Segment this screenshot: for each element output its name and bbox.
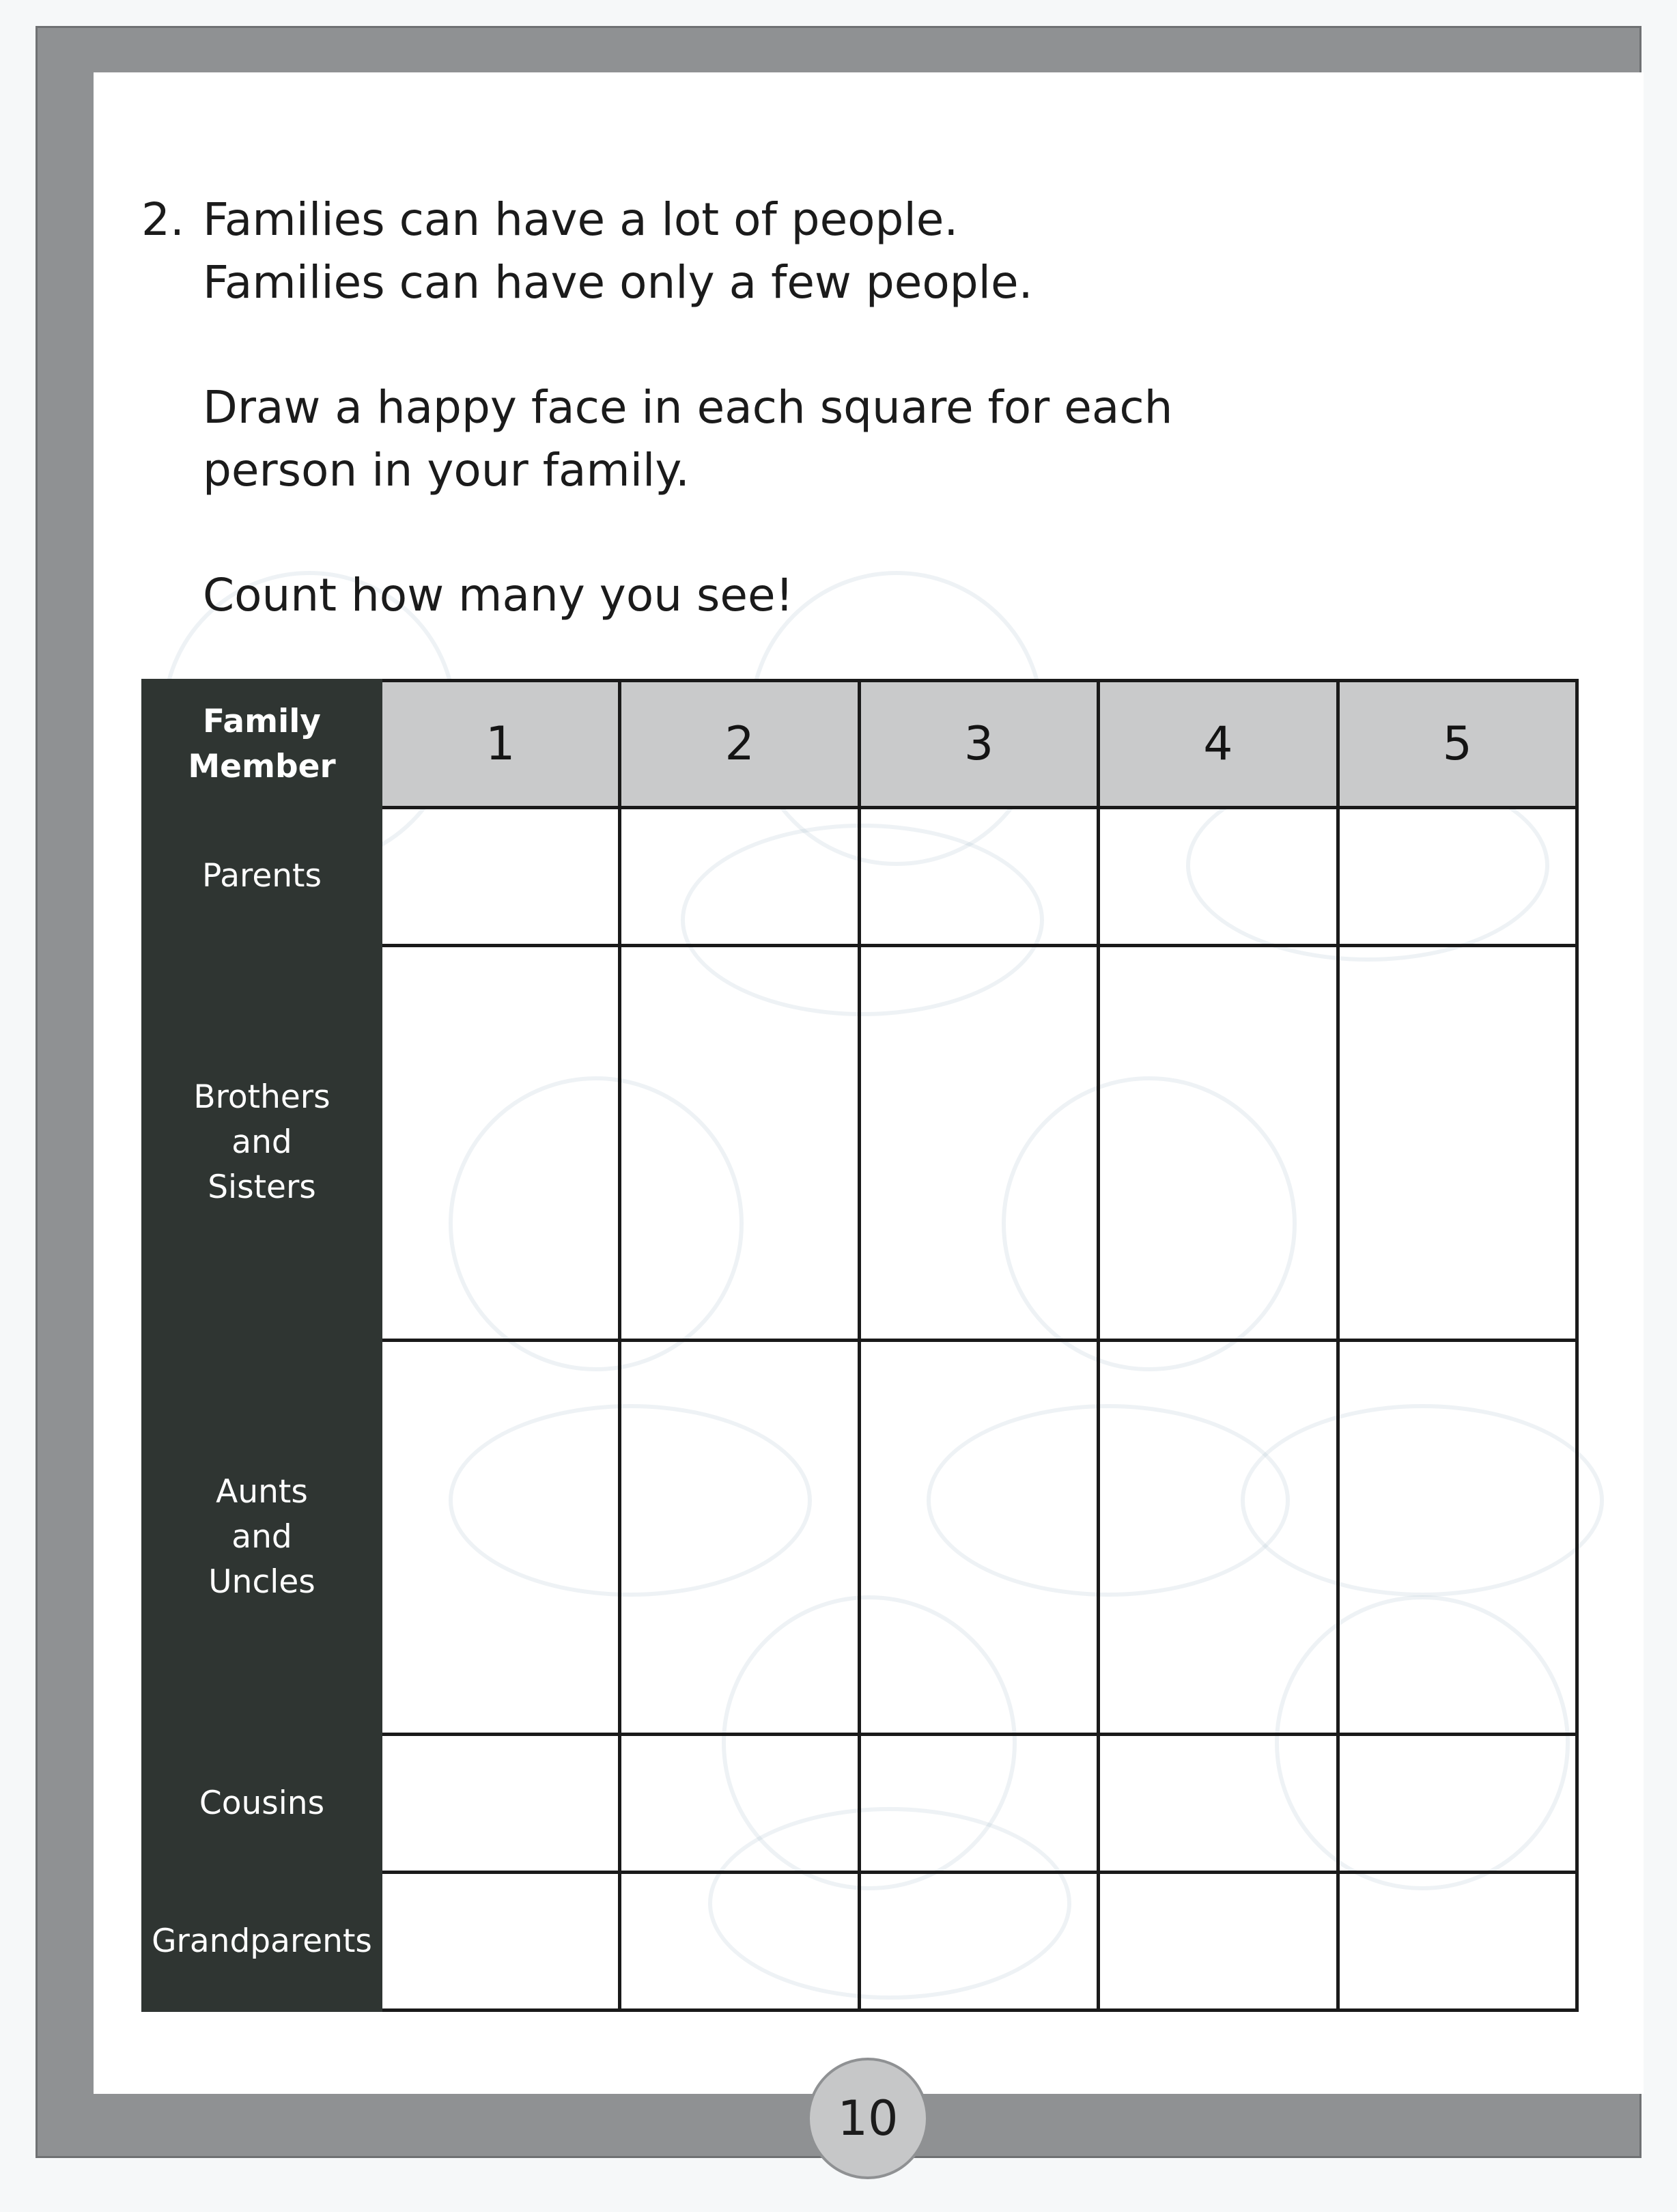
row-label-cousins [143, 1735, 381, 1873]
drawing-square[interactable] [1099, 1340, 1338, 1735]
drawing-square[interactable] [1338, 945, 1577, 1340]
instruction-line-4: person in your family. [203, 444, 690, 496]
instruction-line-3: Draw a happy face in each square for each [203, 381, 1173, 434]
drawing-square[interactable] [859, 1873, 1098, 2011]
column-header-2: 2 [620, 681, 859, 808]
worksheet-page [94, 72, 1644, 2094]
question-number: 2. [141, 193, 184, 246]
row-label-line: Aunts [216, 1472, 308, 1511]
row-label-aunts-and-uncles [143, 1340, 381, 1735]
corner-label-family-member [143, 681, 381, 808]
column-header-1: 1 [381, 681, 620, 808]
drawing-square[interactable] [381, 808, 620, 946]
corner-label-line: Member [188, 747, 336, 785]
instruction-line-2: Families can have only a few people. [203, 256, 1033, 309]
drawing-square[interactable] [859, 945, 1098, 1340]
row-label-line: Uncles [208, 1563, 315, 1601]
drawing-square[interactable] [1338, 1873, 1577, 2011]
drawing-square[interactable] [620, 1873, 859, 2011]
drawing-square[interactable] [620, 1340, 859, 1735]
corner-label-line: Family [203, 702, 321, 740]
column-header-5: 5 [1338, 681, 1577, 808]
column-header-3: 3 [859, 681, 1098, 808]
drawing-square[interactable] [620, 808, 859, 946]
row-label-line: Grandparents [152, 1922, 372, 1960]
drawing-square[interactable] [381, 1340, 620, 1735]
table-row-brothers-sisters [143, 945, 1577, 1340]
table-header-row [143, 681, 1577, 808]
drawing-square[interactable] [1338, 1735, 1577, 1873]
row-label-line: Cousins [199, 1784, 325, 1822]
drawing-square[interactable] [859, 1340, 1098, 1735]
row-label-grandparents [143, 1873, 381, 2011]
table-row-aunts-uncles [143, 1340, 1577, 1735]
column-header-4: 4 [1099, 681, 1338, 808]
row-label-brothers-and-sisters [143, 945, 381, 1340]
drawing-square[interactable] [1099, 808, 1338, 946]
drawing-square[interactable] [1099, 1873, 1338, 2011]
drawing-square[interactable] [620, 1735, 859, 1873]
drawing-square[interactable] [859, 808, 1098, 946]
drawing-square[interactable] [381, 1735, 620, 1873]
drawing-square[interactable] [859, 1735, 1098, 1873]
row-label-parents [143, 808, 381, 946]
row-label-line: and [231, 1517, 292, 1556]
drawing-square[interactable] [1099, 945, 1338, 1340]
table-row-grandparents [143, 1873, 1577, 2011]
drawing-square[interactable] [1099, 1735, 1338, 1873]
drawing-square[interactable] [1338, 1340, 1577, 1735]
instruction-line-5: Count how many you see! [203, 569, 794, 621]
page-number-badge: 10 [807, 2058, 929, 2179]
drawing-square[interactable] [1338, 808, 1577, 946]
row-label-line: Brothers [193, 1078, 330, 1117]
row-label-line: and [231, 1123, 292, 1162]
drawing-square[interactable] [620, 945, 859, 1340]
row-label-line: Sisters [208, 1168, 316, 1207]
drawing-square[interactable] [381, 945, 620, 1340]
row-label-line: Parents [202, 857, 322, 895]
instruction-line-1: Families can have a lot of people. [203, 193, 959, 246]
table-row-parents [143, 808, 1577, 946]
table-row-cousins [143, 1735, 1577, 1873]
drawing-square[interactable] [381, 1873, 620, 2011]
family-count-table [141, 679, 1579, 2012]
